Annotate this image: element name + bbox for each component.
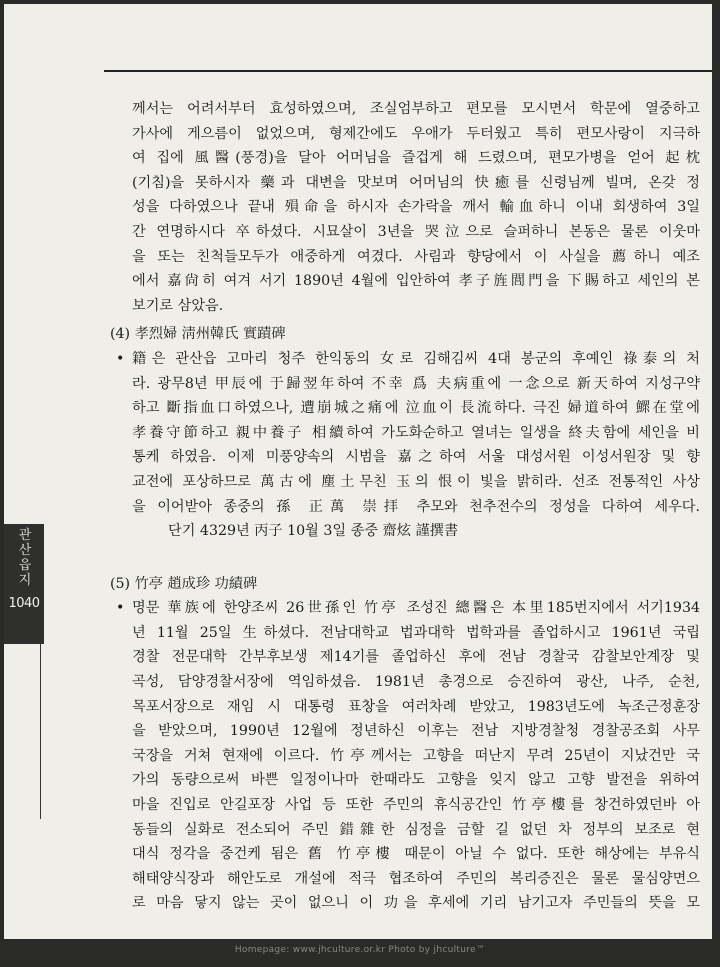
- text-line: 가사에 게으름이 없었으며, 형제간에도 우애가 두터웠고 특히 편모사랑이 지극하: [132, 125, 700, 142]
- text-line: 대식 정각을 중건케 됨은 舊 竹亭樓 때문이 아닐 수 없다. 또한 해상에는 부유식: [132, 846, 700, 863]
- text-line: 마을 진입로 안길포장 사업 등 또한 주민의 휴식공간인 竹亭樓를 창건하였던바 아: [132, 797, 700, 814]
- text-line: 孝養守節하고 親中養子 相續하여 가도화순하고 열녀는 일생을 終夫함에 세인을 비: [132, 424, 700, 441]
- text-line: 하고 斷指血口하였으나, 遭崩城之痛에 泣血이 長流하다. 극진 婦道하여 鰥在堂에: [132, 400, 700, 417]
- text-line: 년 11월 25일 生하셨다. 전남대학교 법과대학 법학과를 졸업하시고 1961년 국립: [132, 624, 700, 641]
- signature-line: 단기 4329년 丙子 10월 3일 종중 齋炫 謹撰書: [168, 523, 459, 540]
- body-text: [110, 97, 700, 916]
- text-line: 성을 다하였으나 끝내 殞命을 하시자 손가락을 깨서 輸血하니 이내 회생하여 3일: [132, 199, 700, 216]
- text-line: 교전에 포상하므로 萬古에 塵土무친 玉의 恨이 빛을 밝히라. 선조 전통적인 사상: [132, 473, 700, 490]
- side-tab: [4, 524, 44, 644]
- section-heading-5: (5) 竹亭 趙成珍 功績碑: [110, 575, 258, 592]
- text-line: (기침)을 못하시자 藥과 대변을 맛보며 어머님의 快癒를 신령님께 빌며, 온갖 정: [132, 174, 700, 191]
- text-line: 간 연명하시다 卒하셨다. 시묘살이 3년을 哭泣으로 슬퍼하니 본동은 물론 이웃마: [132, 223, 700, 240]
- text-line: 국장을 거쳐 현재에 이르다. 竹亭께서는 고향을 떠난지 무려 25년이 지났건만 국: [132, 747, 700, 764]
- text-line: 경찰 전문대학 간부후보생 제14기를 졸업하신 후에 전남 경찰국 감찰보안계장 및: [132, 649, 700, 666]
- text-line: 가의 동량으로써 바쁜 일정이나마 한때라도 고향을 잊지 않고 고향 발전을 위하여: [132, 772, 700, 789]
- header-rule: [104, 70, 712, 72]
- text-line: 을 또는 친척들모두가 애중하게 여겼다. 사림과 향당에서 이 사실을 薦하니 예조: [132, 248, 700, 265]
- bullet: •: [116, 600, 125, 617]
- text-line: 목포서장으로 재임 시 대통령 표창을 여러차례 받았고, 1983년도에 녹조근정훈장: [132, 698, 700, 715]
- text-line: [110, 347, 700, 372]
- text-line: [110, 596, 700, 621]
- text-line: 께서는 어려서부터 효성하였으며, 조실엄부하고 편모를 모시면서 학문에 열중하고: [132, 101, 700, 117]
- bullet: •: [116, 350, 125, 367]
- text-line-content: 籍은 관산읍 고마리 청주 한익동의 女로 김해김씨 4대 봉군의 후예인 祿泰의 처: [132, 350, 700, 367]
- text-line: 곡성, 담양경찰서장에 역임하셨음. 1981년 총경으로 승진하여 광산, 나주, 순천,: [132, 674, 700, 691]
- page-number: 1040: [8, 596, 40, 611]
- text-line: 에서 嘉尙히 여겨 서기 1890년 4월에 입안하여 孝子旌閭門을 下賜하고 세인의 본: [132, 273, 700, 290]
- side-tab-title: 관산읍지: [18, 528, 32, 588]
- book-page: [4, 4, 712, 939]
- text-line: 로 마음 닿지 않는 곳이 없으니 이 功을 후세에 기리 남기고자 주민들의 뜻을 모: [132, 895, 700, 912]
- section-heading-4: (4) 孝烈婦 淸州韓氏 實蹟碑: [110, 326, 286, 343]
- text-line: 보기로 삼았음.: [132, 297, 224, 314]
- text-line: 동들의 실화로 전소되어 주민 錯雜한 심정을 금할 길 없던 차 정부의 보조로 현: [132, 821, 700, 838]
- spacer: [110, 544, 700, 568]
- text-line: 통케 하였음. 이제 미풍양속의 시범을 嘉之하여 서울 대성서원 이성서원장 및 향: [132, 449, 700, 466]
- text-line: 라. 광무8년 甲辰에 于歸翌年하여 不幸 爲 夫病重에 一念으로 新天하여 지성구약: [132, 375, 700, 392]
- text-line: 을 받았으며, 1990년 12월에 정년하신 이후는 전남 지방경찰청 경찰공조회 사무: [132, 723, 700, 740]
- text-line: 여 집에 風醫(풍경)을 달아 어머님을 즐겁게 해 드렸으며, 편모가병을 얻어 起枕: [132, 150, 700, 167]
- photo-credit: Homepage: www.jhculture.or.kr Photo by jhculture™: [234, 945, 486, 955]
- text-line: 을 이어받아 종중의 孫 正萬 崇拝 추모와 천추전수의 정성을 다하여 세우다.: [132, 498, 700, 515]
- side-rule: [40, 644, 41, 819]
- text-line: 해태양식장과 해안도로 개설에 적극 협조하여 주민의 복리증진은 물론 물심양면으: [132, 870, 700, 887]
- text-line-content: 명문 華族에 한양조씨 26世孫인 竹亭 조성진 總醫은 本里185번지에서 서기1934: [132, 600, 700, 617]
